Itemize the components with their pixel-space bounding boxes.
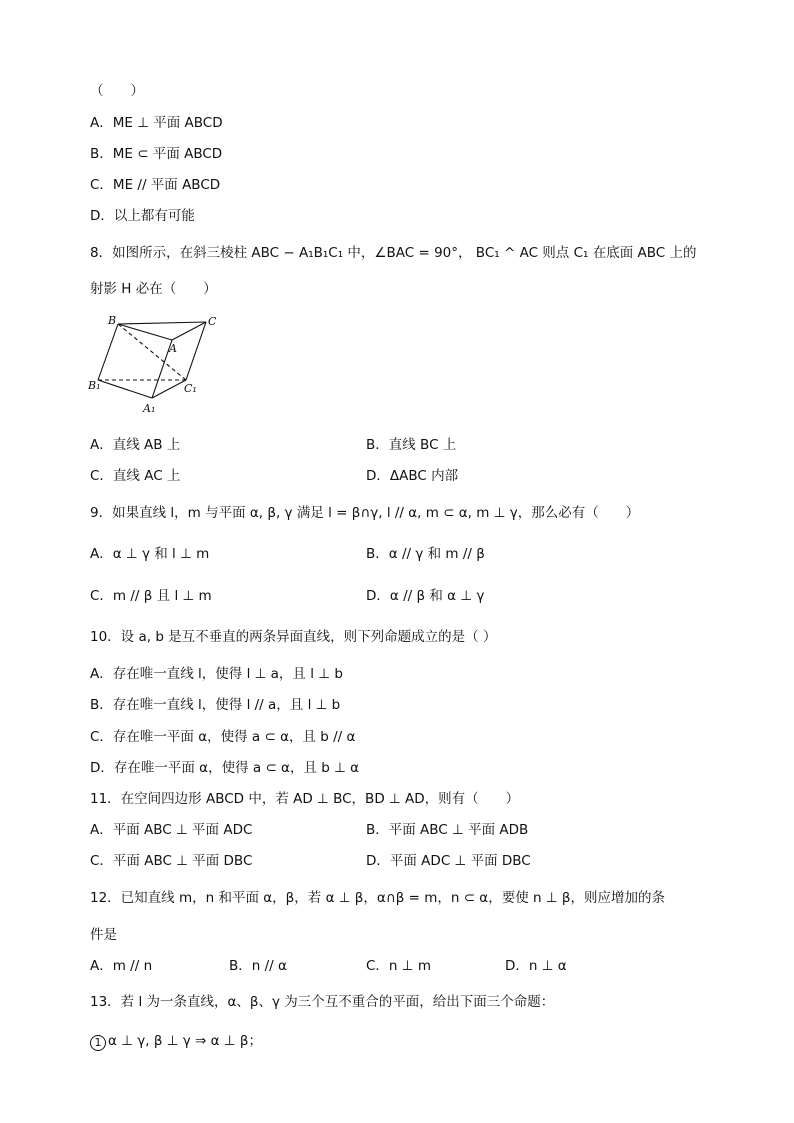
label-C1: C₁: [184, 382, 197, 395]
circled-number-1: 1: [90, 1035, 106, 1051]
label-B1: B₁: [88, 379, 101, 392]
q12-option-c: C．n ⊥ m: [366, 958, 431, 974]
q11-option-c: C．平面 ABC ⊥ 平面 DBC: [90, 853, 253, 869]
q8-option-a: A．直线 AB 上: [90, 437, 181, 453]
question-12-stem-line2: 件是: [90, 927, 117, 943]
q11-option-d: D．平面 ADC ⊥ 平面 DBC: [366, 853, 531, 869]
q9-option-d: D．α // β 和 α ⊥ γ: [366, 588, 485, 604]
q12-option-b: B．n // α: [229, 958, 287, 974]
oblique-prism-figure: [88, 312, 224, 420]
label-B: B: [108, 314, 117, 327]
q12-option-d: D．n ⊥ α: [505, 958, 567, 974]
label-A1: A₁: [143, 402, 156, 415]
question-8-stem-line2: 射影 H 必在（ ）: [90, 281, 217, 297]
q10-option-d: D．存在唯一平面 α，使得 a ⊂ α，且 b ⊥ α: [90, 760, 360, 776]
q8-option-b: B．直线 BC 上: [366, 437, 457, 453]
q8-option-c: C．直线 AC 上: [90, 468, 181, 484]
q9-option-b: B．α // γ 和 m // β: [366, 546, 485, 562]
question-8-stem-line1: 8．如图所示，在斜三棱柱 ABC − A₁B₁C₁ 中，∠BAC = 90°， BC₁ ^ AC 则点 C₁ 在底面 ABC 上的: [90, 245, 697, 261]
q12-option-a: A．m // n: [90, 958, 153, 974]
question-12-stem-line1: 12．已知直线 m，n 和平面 α，β，若 α ⊥ β，α∩β = m，n ⊂ α，要使 n ⊥ β，则应增加的条: [90, 890, 666, 906]
q10-option-c: C．存在唯一平面 α，使得 a ⊂ α，且 b // α: [90, 729, 356, 745]
q7-option-a: A．ME ⊥ 平面 ABCD: [90, 115, 223, 131]
q9-option-a: A．α ⊥ γ 和 l ⊥ m: [90, 546, 210, 562]
q13-proposition-1-text: α ⊥ γ, β ⊥ γ ⇒ α ⊥ β；: [108, 1033, 263, 1049]
label-A: A: [169, 342, 177, 355]
question-9-stem: 9．如果直线 l，m 与平面 α, β, γ 满足 l = β∩γ, l // α, m ⊂ α, m ⊥ γ，那么必有（ ）: [90, 505, 640, 521]
q11-option-a: A．平面 ABC ⊥ 平面 ADC: [90, 822, 253, 838]
q10-option-b: B．存在唯一直线 l，使得 l // a，且 l ⊥ b: [90, 697, 341, 713]
q10-option-a: A．存在唯一直线 l，使得 l ⊥ a，且 l ⊥ b: [90, 666, 343, 682]
question-13-stem: 13．若 l 为一条直线，α、β、γ 为三个互不重合的平面，给出下面三个命题：: [90, 994, 555, 1010]
label-C: C: [208, 315, 217, 328]
q7-option-c: C．ME // 平面 ABCD: [90, 177, 221, 193]
question-7-paren: （ ）: [90, 83, 144, 99]
question-10-stem: 10．设 a, b 是互不垂直的两条异面直线，则下列命题成立的是（ ）: [90, 629, 497, 645]
q11-option-b: B．平面 ABC ⊥ 平面 ADB: [366, 822, 529, 838]
question-11-stem: 11．在空间四边形 ABCD 中，若 AD ⊥ BC，BD ⊥ AD，则有（ ）: [90, 791, 520, 807]
q7-option-d: D．以上都有可能: [90, 208, 195, 224]
q7-option-b: B．ME ⊂ 平面 ABCD: [90, 146, 223, 162]
q8-option-d: D．ΔABC 内部: [366, 468, 459, 484]
q13-proposition-1: [90, 1032, 262, 1051]
q9-option-c: C．m // β 且 l ⊥ m: [90, 588, 212, 604]
